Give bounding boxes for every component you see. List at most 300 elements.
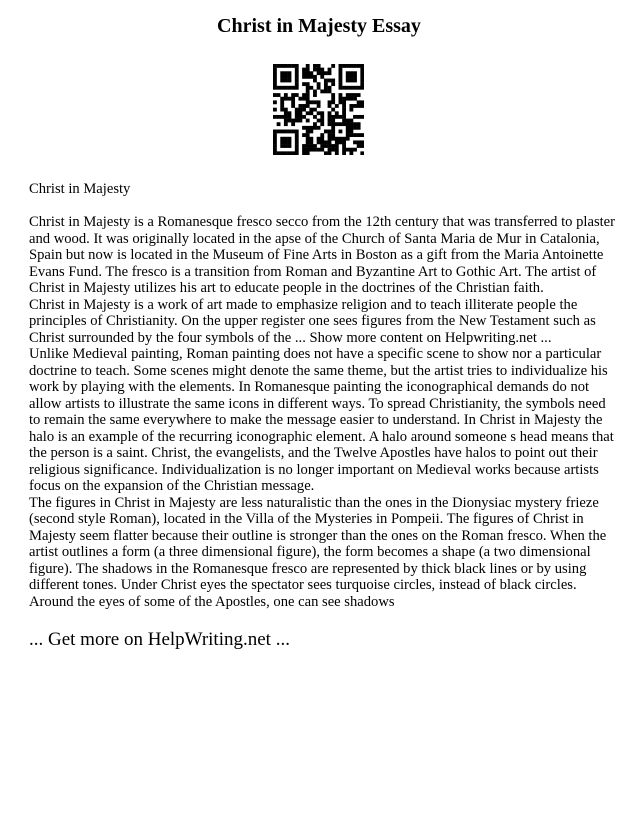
- qr-module: [306, 151, 310, 155]
- qr-module: [302, 133, 306, 137]
- qr-module: [320, 115, 324, 119]
- qr-module: [295, 111, 299, 115]
- qr-module: [309, 137, 313, 141]
- qr-module: [346, 75, 350, 79]
- qr-module: [346, 64, 350, 68]
- qr-module: [309, 86, 313, 90]
- qr-module: [284, 137, 288, 141]
- qr-module: [284, 97, 288, 101]
- qr-module: [335, 137, 339, 141]
- qr-module: [320, 111, 324, 115]
- qr-module: [342, 86, 346, 90]
- qr-module: [349, 104, 353, 108]
- qr-module: [317, 104, 321, 108]
- qr-module: [295, 93, 299, 97]
- qr-module: [353, 64, 357, 68]
- qr-module: [360, 75, 364, 79]
- qr-module: [320, 75, 324, 79]
- qr-module: [317, 140, 321, 144]
- qr-module: [317, 86, 321, 90]
- qr-module: [280, 140, 284, 144]
- qr-module: [306, 148, 310, 152]
- qr-module: [357, 64, 361, 68]
- qr-module: [346, 79, 350, 83]
- document-subtitle: Christ in Majesty: [29, 181, 131, 197]
- qr-module: [295, 75, 299, 79]
- qr-module: [313, 64, 317, 68]
- qr-module: [309, 130, 313, 134]
- qr-module: [360, 64, 364, 68]
- qr-module: [357, 86, 361, 90]
- qr-module: [284, 119, 288, 123]
- qr-module: [288, 144, 292, 148]
- qr-module: [302, 144, 306, 148]
- qr-module: [339, 86, 343, 90]
- qr-module: [360, 82, 364, 86]
- qr-module: [331, 79, 335, 83]
- paragraph: Unlike Medieval painting, Roman painting does not have a specific scene to show nor a particular doctrine to teach. Some scenes might denote the same theme, but the artist tries to individualize his work by playing with the elements. In Romanesque painting the iconographical demands do not allow artists to illustrate the same icons in different ways. To spread Christianity, the symbols need to remain the same everywhere to make the message easier to understand. In Christ in Majesty the halo is an example of the recurring iconographic element. A halo around someone s head means that the person is a saint. Christ, the evangelists, and the Twelve Apostles have halos to point out their religious significance. Individualization is no longer important on Medieval works because artists focus on the expansion of the Christian message.: [29, 346, 614, 494]
- qr-module: [306, 68, 310, 72]
- qr-module: [288, 130, 292, 134]
- qr-module: [284, 144, 288, 148]
- qr-module: [335, 115, 339, 119]
- qr-module: [342, 119, 346, 123]
- qr-module: [295, 130, 299, 134]
- qr-module: [357, 104, 361, 108]
- qr-module: [295, 151, 299, 155]
- qr-module: [324, 89, 328, 93]
- qr-module: [324, 79, 328, 83]
- qr-module: [342, 97, 346, 101]
- qr-module: [309, 148, 313, 152]
- qr-module: [339, 82, 343, 86]
- qr-module: [353, 71, 357, 75]
- qr-module: [273, 64, 277, 68]
- qr-module: [295, 137, 299, 141]
- qr-module: [328, 111, 332, 115]
- qr-module: [357, 133, 361, 137]
- qr-module: [277, 151, 281, 155]
- qr-module: [306, 137, 310, 141]
- qr-module: [284, 79, 288, 83]
- qr-module: [291, 93, 295, 97]
- qr-module: [353, 79, 357, 83]
- qr-module: [320, 144, 324, 148]
- qr-module: [288, 71, 292, 75]
- qr-module: [346, 130, 350, 134]
- qr-module: [309, 126, 313, 130]
- qr-module: [280, 64, 284, 68]
- qr-module: [342, 137, 346, 141]
- qr-module: [277, 93, 281, 97]
- qr-module: [357, 93, 361, 97]
- get-more-link[interactable]: ... Get more on HelpWriting.net ...: [29, 629, 290, 650]
- qr-module: [306, 100, 310, 104]
- qr-module: [284, 115, 288, 119]
- qr-module: [302, 104, 306, 108]
- qr-module: [349, 64, 353, 68]
- qr-module: [313, 126, 317, 130]
- qr-module: [339, 122, 343, 126]
- qr-module: [324, 140, 328, 144]
- qr-module: [353, 115, 357, 119]
- qr-module: [295, 68, 299, 72]
- qr-module: [328, 148, 332, 152]
- qr-module: [313, 68, 317, 72]
- qr-module: [306, 126, 310, 130]
- qr-module: [353, 126, 357, 130]
- qr-module: [284, 86, 288, 90]
- qr-module: [360, 104, 364, 108]
- qr-module: [273, 151, 277, 155]
- qr-module: [288, 137, 292, 141]
- qr-module: [349, 119, 353, 123]
- qr-module: [324, 86, 328, 90]
- qr-module: [317, 68, 321, 72]
- qr-module: [328, 86, 332, 90]
- qr-module: [346, 97, 350, 101]
- qr-module: [360, 151, 364, 155]
- qr-module: [346, 126, 350, 130]
- qr-module: [280, 151, 284, 155]
- qr-module: [306, 133, 310, 137]
- qr-module: [302, 126, 306, 130]
- qr-module: [331, 130, 335, 134]
- qr-module: [284, 108, 288, 112]
- qr-module: [284, 64, 288, 68]
- qr-module: [331, 133, 335, 137]
- qr-module: [342, 140, 346, 144]
- qr-module: [342, 104, 346, 108]
- qr-module: [328, 79, 332, 83]
- qr-module: [302, 97, 306, 101]
- qr-module: [280, 137, 284, 141]
- paragraph: Christ in Majesty is a Romanesque fresco secco from the 12th century that was transferred to plaster and wood. It was originally located in the apse of the Church of Santa Maria de Mur in Catalonia, Spain but now is located in the Museum of Fine Arts in Boston as a gift from the Maria Antoinette Evans Fund. The fresco is a transition from Roman and Byzantine Art to Gothic Art. The artist of Christ in Majesty utilizes his art to educate people in the doctrines of the Christian faith.: [29, 214, 616, 296]
- qr-module: [349, 86, 353, 90]
- qr-module: [277, 64, 281, 68]
- qr-module: [349, 151, 353, 155]
- qr-module: [313, 79, 317, 83]
- qr-module: [302, 82, 306, 86]
- qr-module: [317, 148, 321, 152]
- qr-module: [298, 111, 302, 115]
- qr-module: [353, 122, 357, 126]
- qr-module: [339, 75, 343, 79]
- qr-module: [280, 130, 284, 134]
- qr-module: [324, 71, 328, 75]
- qr-module: [346, 148, 350, 152]
- qr-module: [349, 75, 353, 79]
- qr-module: [302, 75, 306, 79]
- qr-module: [331, 115, 335, 119]
- qr-module: [280, 108, 284, 112]
- qr-module: [288, 79, 292, 83]
- qr-module: [277, 86, 281, 90]
- qr-module: [328, 68, 332, 72]
- qr-module: [273, 144, 277, 148]
- qr-module: [331, 126, 335, 130]
- qr-module: [320, 119, 324, 123]
- qr-module: [349, 130, 353, 134]
- qr-module: [331, 144, 335, 148]
- qr-module: [313, 115, 317, 119]
- qr-module: [320, 148, 324, 152]
- qr-module: [335, 122, 339, 126]
- qr-module: [342, 144, 346, 148]
- qr-module: [302, 148, 306, 152]
- qr-module: [298, 104, 302, 108]
- paragraph: The figures in Christ in Majesty are less naturalistic than the ones in the Dionysiac mystery frieze (second style Roman), located in the Villa of the Mysteries in Pompeii. The figures of Christ in Majesty seem flatter because their outline is stronger than the ones on the Roman fresco. When the artist outlines a form (a three dimensional figure), the form becomes a shape (a two dimensional figure). The shadows in the Romanesque fresco are represented by thick black lines or by using different tones. Under Christ eyes the spectator sees turquoise circles, instead of black circles. Around the eyes of some of the Apostles, one can see shadows: [29, 494, 607, 610]
- qr-module: [306, 86, 310, 90]
- qr-module: [353, 93, 357, 97]
- qr-module: [309, 71, 313, 75]
- qr-module: [342, 64, 346, 68]
- qr-module: [306, 111, 310, 115]
- qr-module: [328, 130, 332, 134]
- qr-module: [320, 140, 324, 144]
- qr-module: [328, 151, 332, 155]
- qr-module: [331, 122, 335, 126]
- qr-module: [360, 86, 364, 90]
- qr-module: [342, 115, 346, 119]
- qr-module: [273, 86, 277, 90]
- qr-module: [339, 100, 343, 104]
- qr-module: [280, 71, 284, 75]
- qr-module: [273, 137, 277, 141]
- qr-module: [320, 71, 324, 75]
- qr-module: [309, 100, 313, 104]
- document-body: [29, 181, 615, 610]
- qr-module: [313, 122, 317, 126]
- qr-module: [357, 144, 361, 148]
- qr-module: [328, 122, 332, 126]
- qr-module: [349, 71, 353, 75]
- qr-module: [317, 137, 321, 141]
- qr-module: [349, 93, 353, 97]
- qr-module: [328, 137, 332, 141]
- qr-module: [339, 130, 343, 134]
- qr-module: [295, 108, 299, 112]
- qr-module: [284, 122, 288, 126]
- qr-module: [295, 148, 299, 152]
- qr-module: [273, 75, 277, 79]
- qr-module: [302, 151, 306, 155]
- page-title: Christ in Majesty Essay: [217, 15, 421, 37]
- qr-module: [342, 100, 346, 104]
- qr-module: [288, 64, 292, 68]
- qr-module: [357, 100, 361, 104]
- qr-module: [295, 133, 299, 137]
- qr-module: [357, 140, 361, 144]
- qr-module: [328, 119, 332, 123]
- qr-module: [313, 144, 317, 148]
- qr-module: [291, 122, 295, 126]
- qr-module: [317, 82, 321, 86]
- qr-module: [317, 119, 321, 123]
- qr-module: [335, 148, 339, 152]
- qr-module: [324, 151, 328, 155]
- qr-module: [280, 100, 284, 104]
- qr-module: [306, 64, 310, 68]
- qr-module: [291, 86, 295, 90]
- qr-module: [339, 93, 343, 97]
- qr-module: [346, 133, 350, 137]
- qr-module: [335, 140, 339, 144]
- qr-module: [284, 111, 288, 115]
- qr-module: [295, 86, 299, 90]
- qr-module: [306, 144, 310, 148]
- qr-module: [346, 119, 350, 123]
- qr-module: [353, 104, 357, 108]
- qr-module: [291, 104, 295, 108]
- qr-module: [349, 122, 353, 126]
- qr-module: [302, 93, 306, 97]
- qr-module: [360, 115, 364, 119]
- qr-module: [313, 100, 317, 104]
- qr-module: [284, 130, 288, 134]
- qr-module: [288, 86, 292, 90]
- qr-module: [320, 68, 324, 72]
- qr-module: [288, 97, 292, 101]
- qr-module: [295, 119, 299, 123]
- qr-module: [313, 75, 317, 79]
- qr-module: [317, 111, 321, 115]
- qr-module: [328, 100, 332, 104]
- qr-module: [317, 64, 321, 68]
- qr-module: [328, 140, 332, 144]
- qr-module: [288, 151, 292, 155]
- qr-module: [295, 144, 299, 148]
- qr-module: [324, 130, 328, 134]
- qr-module: [320, 137, 324, 141]
- qr-module: [273, 71, 277, 75]
- qr-module: [302, 108, 306, 112]
- qr-module: [284, 71, 288, 75]
- qr-module: [346, 137, 350, 141]
- qr-module: [273, 93, 277, 97]
- qr-module: [280, 104, 284, 108]
- qr-module: [313, 148, 317, 152]
- qr-module: [306, 140, 310, 144]
- qr-module: [328, 115, 332, 119]
- paragraph: Christ in Majesty is a work of art made to emphasize religion and to teach illiterate people the principles of Christianity. On the upper register one sees figures from the New Testament such as Christ surrounded by the four symbols of the ... Show more content on Helpwriting.net ...: [29, 296, 596, 346]
- qr-module: [331, 119, 335, 123]
- qr-module: [353, 133, 357, 137]
- qr-module: [277, 130, 281, 134]
- qr-module: [273, 130, 277, 134]
- qr-module: [280, 144, 284, 148]
- qr-module: [320, 133, 324, 137]
- qr-module: [349, 126, 353, 130]
- qr-module: [335, 111, 339, 115]
- qr-module: [317, 126, 321, 130]
- qr-module: [288, 111, 292, 115]
- qr-module: [284, 93, 288, 97]
- qr-module: [273, 148, 277, 152]
- qr-module: [298, 108, 302, 112]
- qr-module: [328, 89, 332, 93]
- qr-module: [280, 75, 284, 79]
- qr-module: [331, 82, 335, 86]
- qr-module: [291, 119, 295, 123]
- qr-module: [284, 151, 288, 155]
- qr-module: [298, 97, 302, 101]
- qr-module: [291, 64, 295, 68]
- qr-module: [306, 130, 310, 134]
- qr-module: [317, 71, 321, 75]
- qr-module: [360, 100, 364, 104]
- qr-module: [349, 97, 353, 101]
- qr-module: [320, 89, 324, 93]
- qr-module: [284, 140, 288, 144]
- qr-module: [273, 108, 277, 112]
- qr-module: [273, 133, 277, 137]
- qr-module: [291, 130, 295, 134]
- qr-module: [342, 122, 346, 126]
- qr-module: [273, 68, 277, 72]
- qr-module: [309, 140, 313, 144]
- qr-module: [331, 148, 335, 152]
- qr-module: [295, 140, 299, 144]
- qr-module: [349, 108, 353, 112]
- qr-module: [335, 104, 339, 108]
- qr-code-icon: [273, 64, 364, 155]
- qr-module: [298, 115, 302, 119]
- qr-module: [360, 68, 364, 72]
- qr-module: [306, 119, 310, 123]
- qr-module: [360, 144, 364, 148]
- qr-module: [357, 126, 361, 130]
- qr-module: [288, 115, 292, 119]
- qr-module: [353, 75, 357, 79]
- qr-module: [277, 115, 281, 119]
- qr-module: [288, 119, 292, 123]
- qr-module: [331, 93, 335, 97]
- qr-module: [302, 68, 306, 72]
- qr-module: [295, 115, 299, 119]
- qr-module: [288, 140, 292, 144]
- qr-module: [298, 119, 302, 123]
- qr-module: [280, 97, 284, 101]
- qr-module: [291, 97, 295, 101]
- qr-module: [328, 133, 332, 137]
- qr-module: [360, 79, 364, 83]
- qr-module: [346, 71, 350, 75]
- qr-module: [320, 122, 324, 126]
- qr-module: [353, 140, 357, 144]
- qr-module: [313, 89, 317, 93]
- qr-module: [288, 75, 292, 79]
- qr-module: [295, 82, 299, 86]
- qr-module: [339, 97, 343, 101]
- qr-module: [353, 97, 357, 101]
- qr-module: [349, 79, 353, 83]
- qr-module: [291, 100, 295, 104]
- qr-module: [306, 75, 310, 79]
- qr-module: [342, 151, 346, 155]
- qr-module: [339, 71, 343, 75]
- qr-module: [284, 75, 288, 79]
- qr-module: [309, 108, 313, 112]
- qr-module: [313, 93, 317, 97]
- qr-module: [335, 144, 339, 148]
- qr-module: [331, 64, 335, 68]
- qr-module: [342, 148, 346, 152]
- qr-module: [309, 111, 313, 115]
- qr-module: [342, 108, 346, 112]
- qr-module: [277, 122, 281, 126]
- qr-module: [280, 86, 284, 90]
